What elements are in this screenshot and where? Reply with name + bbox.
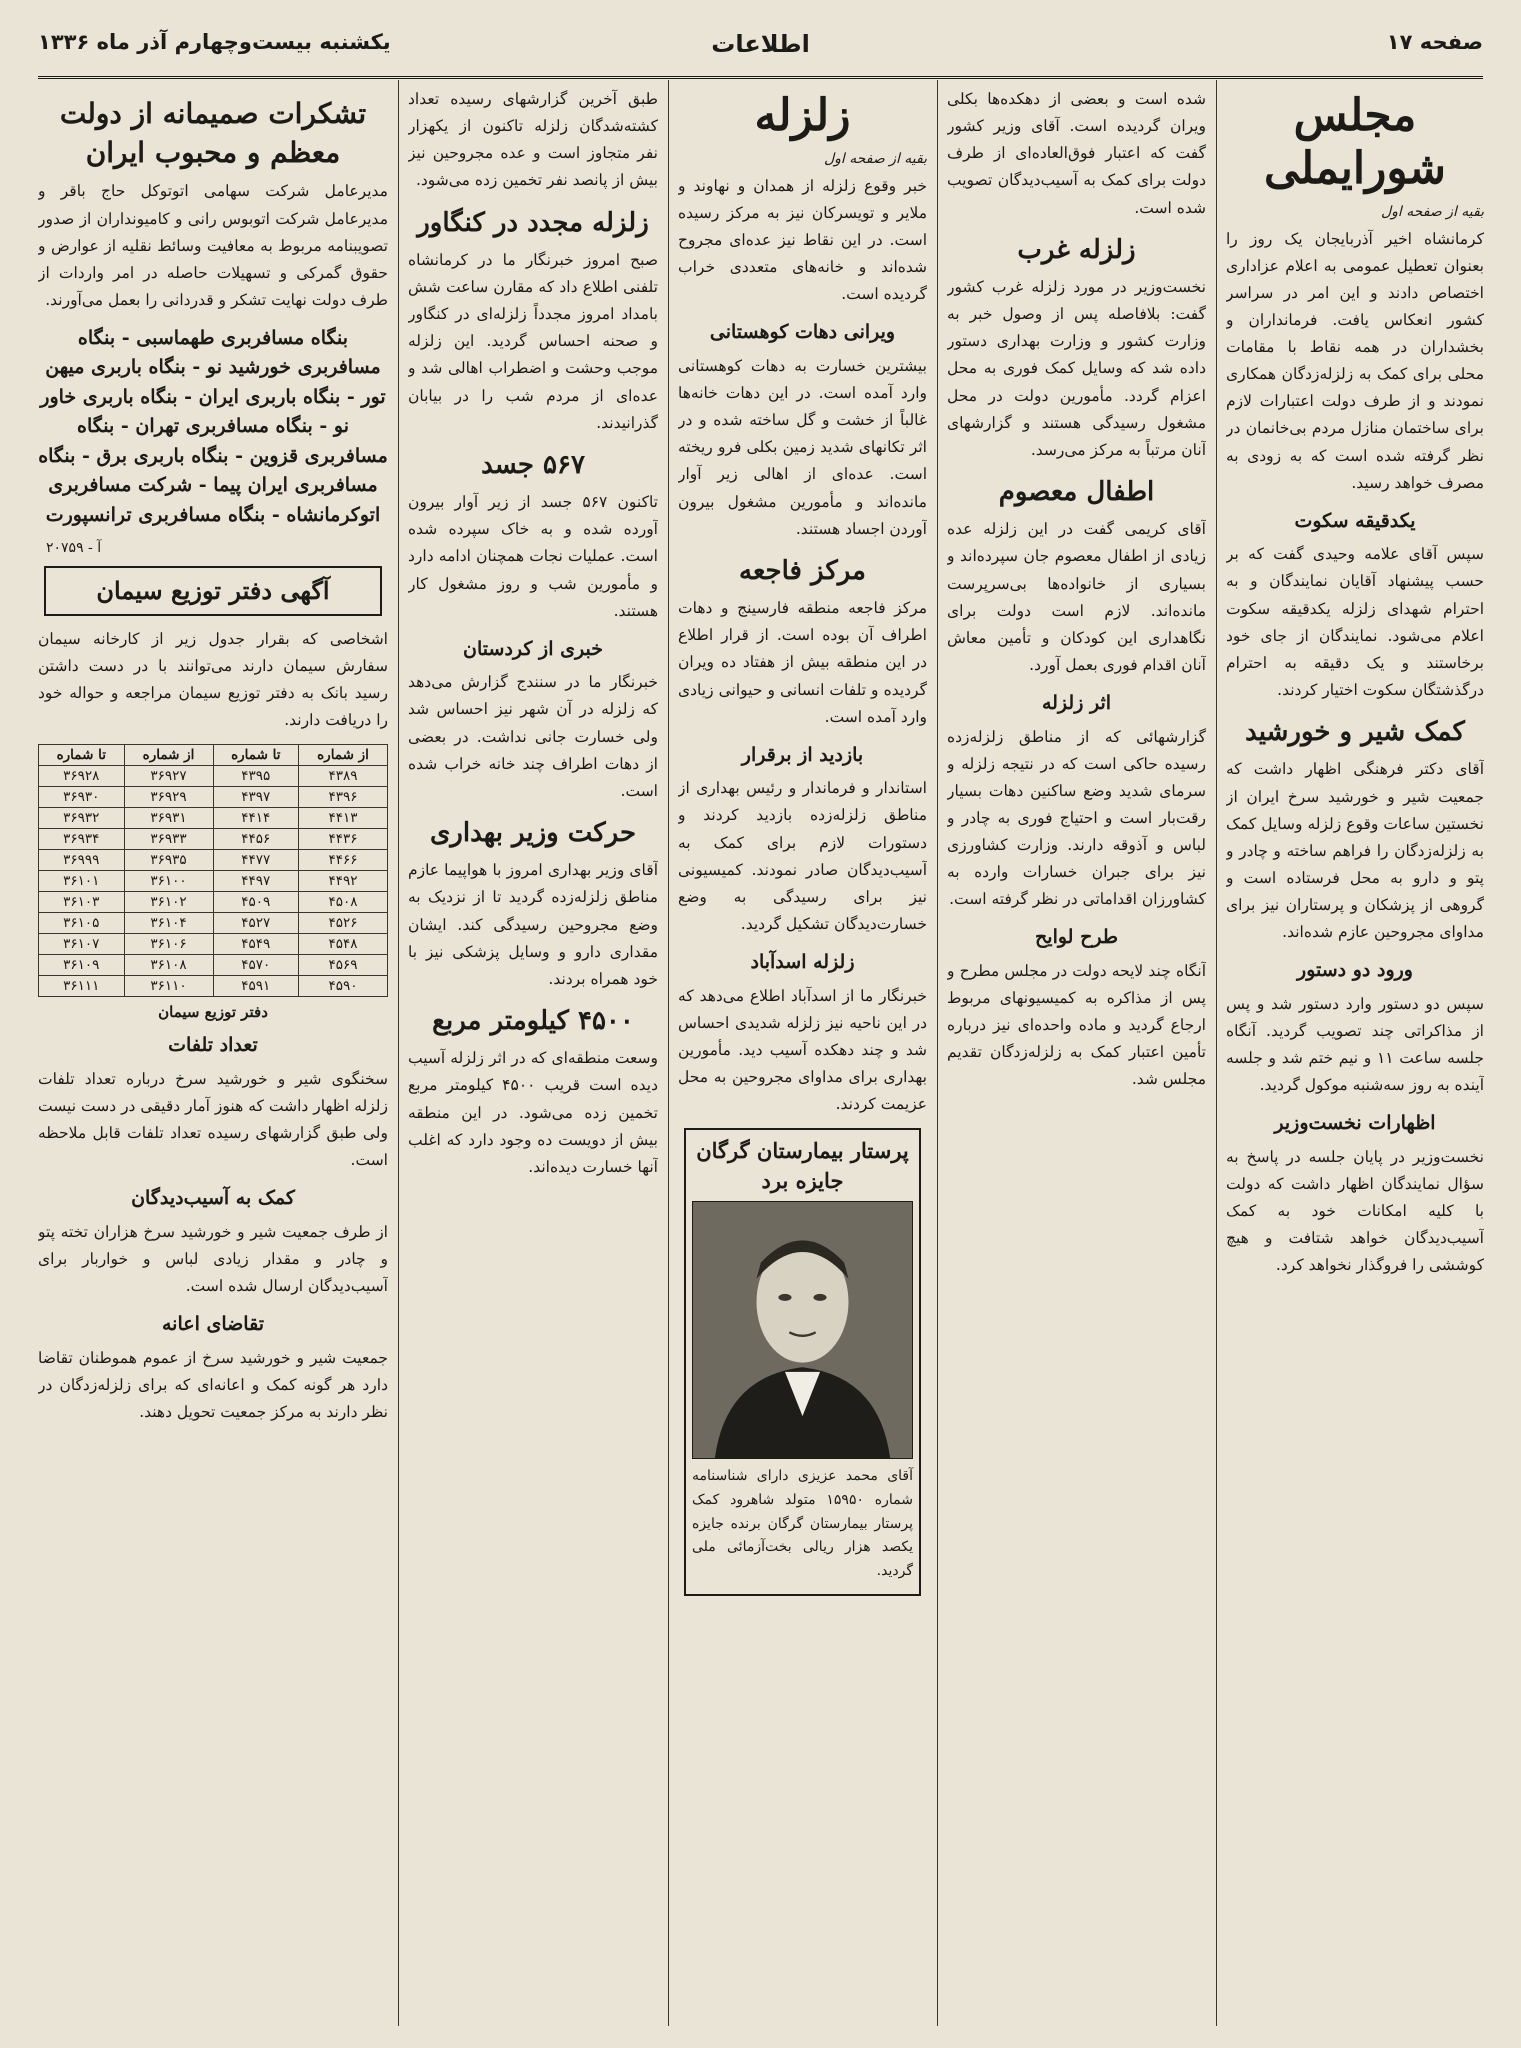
- article-paragraph: استاندار و فرماندار و رئیس بهداری از مناطق زلزله‌زده بازدید کردند و دستورات لازم برای کمک به آسیب‌دیدگان صادر نمودند. کمیسیونی نیز برای رسیدگی به وضع خسارت‌دیدگان تشکیل گردید.: [678, 779, 927, 933]
- section-heading: یکدقیقه سکوت: [1294, 509, 1416, 532]
- column-divider: [1216, 80, 1217, 2026]
- table-header-row: [39, 745, 388, 766]
- table-cell: ۴۳۹۷: [213, 787, 299, 808]
- portrait-image: [693, 1202, 912, 1458]
- table-cell: ۳۶۱۱۰: [124, 976, 213, 997]
- section-heading: حرکت وزیر بهداری: [429, 817, 637, 848]
- table-cell: ۳۶۱۰۷: [39, 934, 125, 955]
- section-heading: اظهارات نخست‌وزیر: [1274, 1112, 1436, 1135]
- table-row: [39, 850, 388, 871]
- table-cell: ۳۶۹۲۷: [124, 766, 213, 787]
- cement-distribution-table: [38, 744, 388, 997]
- column-earthquake-continued: [408, 86, 658, 2026]
- article-paragraph: مرکز فاجعه منطقه فارسینج و دهات اطراف آن بوده است. از قرار اطلاع در این منطقه بیش از هفتاد ده ویران گردیده و تلفات انسانی و حیوانی زیادی وارد آمده است.: [678, 599, 927, 726]
- section-heading: کمک به آسیب‌دیدگان: [131, 1187, 295, 1210]
- table-row: [39, 871, 388, 892]
- table-cell: ۴۵۷۰: [213, 955, 299, 976]
- article-paragraph: سپس دو دستور وارد دستور شد و پس از مذاکراتی چند تصویب گردید. آنگاه جلسه ساعت ۱۱ و نیم ختم شد و جلسه آینده به روز سه‌شنبه موکول گردید.: [1226, 994, 1484, 1095]
- section-heading: خبری از کردستان: [463, 637, 603, 660]
- table-cell: ۴۳۸۹: [299, 766, 388, 787]
- earthquake-headline: زلزله: [754, 90, 851, 141]
- ad-paragraph: مدیرعامل شرکت سهامی اتوتوکل حاج باقر و مدیرعامل شرکت اتوبوس رانی و کامیونداران از صدور تصویبنامه مربوط به معافیت وسائط نقلیه از عوارض و حقوق گمرکی و تسهیلات حاصله در امر واردات از طرف دولت نهایت تشکر و قدردانی را بعمل می‌آورند.: [38, 182, 388, 309]
- paper-name: اطلاعات: [711, 30, 810, 58]
- article-paragraph: آقای وزیر بهداری امروز با هواپیما عازم مناطق زلزله‌زده گردید تا از نزدیک به وضع مجروحین رسیدگی کند. ایشان مقداری دارو و وسایل پزشکی نیز با خود همراه بردند.: [408, 861, 658, 988]
- article-paragraph: کرمانشاه اخیر آذربایجان یک روز را بعنوان تعطیل عمومی به اعلام عزاداری اختصاص دادند و این امر در سراسر کشور انعکاس یافت. فرمانداران و بخشداران در همه نقاط با مقامات محلی برای کمک به زلزله‌زدگان همکاری نمودند و از طرف دولت اعتبارات لازم برای ساختمان منازل مردم بی‌خانمان در نظر گرفته شده است که به زودی به مصرف خواهد رسید.: [1226, 229, 1484, 492]
- column-divider: [398, 80, 399, 2026]
- table-cell: ۳۶۱۰۶: [124, 934, 213, 955]
- column-earthquake: [678, 86, 927, 2026]
- portrait-photo: [692, 1201, 913, 1459]
- article-paragraph: سپس آقای علامه وحیدی گفت که بر حسب پیشنهاد آقایان نمایندگان و به احترام شهدای زلزله یکدقیقه سکوت اعلام می‌شود. نمایندگان از جای خود برخاستند و یک دقیقه به احترام درگذشتگان سکوت اختیار کردند.: [1226, 545, 1484, 699]
- section-heading: طرح لوایح: [1035, 926, 1118, 949]
- table-cell: ۳۶۱۰۱: [39, 871, 125, 892]
- article-paragraph: آقای کریمی گفت در این زلزله عده زیادی از اطفال معصوم جان سپرده‌اند و بسیاری از خانواده‌ها بی‌سرپرست مانده‌اند. لازم است دولت برای نگاهداری این کودکان و تأمین معاش آنان اقدام فوری بعمل آورد.: [947, 520, 1206, 674]
- table-cell: ۴۴۱۳: [299, 808, 388, 829]
- column-divider: [668, 80, 669, 2026]
- ad-code: آ - ۲۰۷۵۹: [46, 540, 102, 557]
- table-cell: ۳۶۹۳۱: [124, 808, 213, 829]
- table-row: [39, 829, 388, 850]
- article-paragraph: آقای دکتر فرهنگی اظهار داشت که جمعیت شیر و خورشید سرخ ایران از نخستین ساعات وقوع زلزله وسایل کمک به زلزله‌زدگان را فراهم ساخته و چادر و پتو و دارو به محل فرستاده است و گروهی از پزشکان و پرستاران نیز برای مداوای مجروحین عازم شده‌اند.: [1226, 760, 1484, 942]
- article-paragraph: وسعت منطقه‌ای که در اثر زلزله آسیب دیده است قریب ۴۵۰۰ کیلومتر مربع تخمین زده می‌شود. در این منطقه بیش از دویست ده وجود دارد که اغلب آنها خسارت دیده‌اند.: [408, 1049, 658, 1176]
- photo-box: [684, 1128, 921, 1596]
- masthead: [38, 14, 1483, 79]
- article-paragraph: خبر وقوع زلزله از همدان و نهاوند و ملایر و تویسرکان نیز به مرکز رسیده است. در این نقاط نیز عده‌ای مجروح شده‌اند و خانه‌های متعددی خراب گردیده است.: [678, 176, 927, 304]
- table-row: [39, 808, 388, 829]
- article-paragraph: آنگاه چند لایحه دولت در مجلس مطرح و پس از مذاکره به کمیسیونهای مربوط ارجاع گردید و ماده واحده‌ای نیز درباره تأمین اعتبار کمک به زلزله‌زدگان تقدیم مجلس شد.: [947, 961, 1206, 1089]
- table-cell: ۴۴۹۷: [213, 871, 299, 892]
- article-paragraph: طبق آخرین گزارشهای رسیده تعداد کشته‌شدگان زلزله تاکنون از یکهزار نفر متجاوز است و عده مجروحین نیز بیش از پانصد نفر تخمین زده می‌شود.: [408, 90, 658, 190]
- section-heading: کمک شیر و خورشید: [1245, 717, 1465, 748]
- table-header-cell: از شماره: [124, 745, 213, 766]
- article-paragraph: جمعیت شیر و خورشید سرخ از عموم هموطنان تقاضا دارد هر گونه کمک و اعانه‌ای که برای زلزله‌زدگان در نظر دارند به مرکز جمعیت تحویل دهند.: [38, 1348, 388, 1421]
- article-paragraph: نخست‌وزیر در پایان جلسه در پاسخ به سؤال نمایندگان اظهار داشت که دولت با کلیه امکانات خود به کمک آسیب‌دیدگان خواهد شتافت و هیچ کوششی را فروگذار نخواهد کرد.: [1226, 1147, 1484, 1275]
- section-heading: تعداد تلفات: [168, 1034, 258, 1057]
- section-heading: اثر زلزله: [1041, 692, 1112, 715]
- article-paragraph: صبح امروز خبرنگار ما در کرمانشاه تلفنی اطلاع داد که مقارن ساعت شش بامداد امروز مجدداً زلزله‌ای در کنگاور و صحنه احساس گردید. این زلزله موجب وحشت و اضطراب اهالی شد و عده‌ای از مردم شب را در بیابان گذرانیدند.: [408, 250, 658, 432]
- section-heading: ویرانی دهات کوهستانی: [709, 321, 896, 344]
- cement-ad-title: آگهی دفتر توزیع سیمان: [44, 566, 382, 616]
- table-cell: ۴۴۶۶: [299, 850, 388, 871]
- section-heading: اطفال معصوم: [998, 476, 1155, 507]
- table-cell: ۳۶۹۳۲: [39, 808, 125, 829]
- table-header-cell: تا شماره: [213, 745, 299, 766]
- table-cell: ۴۵۹۱: [213, 976, 299, 997]
- page-number: صفحه ۱۷: [1386, 30, 1483, 54]
- table-cell: ۳۶۹۳۳: [124, 829, 213, 850]
- continued-note: بقیه از صفحه اول: [1380, 203, 1484, 220]
- table-cell: ۴۵۲۶: [299, 913, 388, 934]
- table-cell: ۴۵۲۷: [213, 913, 299, 934]
- table-cell: ۴۴۵۶: [213, 829, 299, 850]
- table-cell: ۴۵۶۹: [299, 955, 388, 976]
- section-heading: تقاضای اعانه: [162, 1313, 264, 1336]
- table-cell: ۳۶۱۰۸: [124, 955, 213, 976]
- article-paragraph: بیشترین خسارت به دهات کوهستانی وارد آمده است. در این دهات خانه‌ها غالباً از خشت و گل ساخته شده و در اثر تکانهای شدید زمین بکلی فرو ریخته است. عده‌ای از اهالی زیر آوار مانده‌اند و مأمورین مشغول بیرون آوردن اجساد هستند.: [678, 356, 927, 538]
- table-cell: ۳۶۱۰۰: [124, 871, 213, 892]
- article-paragraph: خبرنگار ما از اسدآباد اطلاع می‌دهد که در این ناحیه نیز زلزله شدیدی احساس شد و چند دهکده آسیب دید. مأمورین بهداری برای مداوای مجروحین به محل عزیمت کردند.: [678, 986, 927, 1114]
- continued-note: بقیه از صفحه اول: [823, 150, 927, 167]
- article-paragraph: از طرف جمعیت شیر و خورشید سرخ هزاران تخته پتو و چادر و مقدار زیادی لباس و خواربار برای آسیب‌دیدگان ارسال شده است.: [38, 1222, 388, 1295]
- table-cell: ۳۶۹۲۹: [124, 787, 213, 808]
- issue-date: یکشنبه بیست‌وچهارم آذر ماه ۱۳۳۶: [38, 30, 391, 54]
- photo-title: پرستار بیمارستان گرگان جایزه برد: [696, 1138, 909, 1193]
- table-cell: ۳۶۹۳۴: [39, 829, 125, 850]
- table-cell: ۳۶۹۹۹: [39, 850, 125, 871]
- table-cell: ۴۳۹۵: [213, 766, 299, 787]
- column-divider: [937, 80, 938, 2026]
- table-cell: ۳۶۱۰۹: [39, 955, 125, 976]
- ad-paragraph: اشخاصی که بقرار جدول زیر از کارخانه سیمان سفارش سیمان دارند می‌توانند با در دست داشتن رسید بانک به دفتر توزیع سیمان مراجعه و حواله خود را دریافت دارند.: [38, 629, 388, 730]
- table-row: [39, 766, 388, 787]
- table-row: [39, 955, 388, 976]
- table-row: [39, 787, 388, 808]
- table-cell: ۳۶۹۳۰: [39, 787, 125, 808]
- article-paragraph: گزارشهائی که از مناطق زلزله‌زده رسیده حاکی است که در نتیجه زلزله و سرمای شدید وضع ساکنین دهات بسیار رقت‌بار است و احتیاج فوری به چادر و لباس و آذوقه دارند. وزارت کشاورزی نیز برای جبران خسارات وارده به کشاورزان اقداماتی در نظر گرفته است.: [947, 727, 1206, 909]
- company-list: بنگاه مسافربری طهماسبی - بنگاه مسافربری خورشید نو - بنگاه باربری میهن تور - بنگاه باربری ایران - بنگاه باربری خاور نو - بنگاه مسافربری تهران - بنگاه مسافربری قزوین - بنگاه باربری برق - بنگاه مسافربری ایران پیما - شرکت مسافربری اتوکرمانشاه - بنگاه مسافربری ترانسپورت: [38, 327, 388, 526]
- table-cell: ۳۶۹۳۵: [124, 850, 213, 871]
- section-heading: مرکز فاجعه: [739, 555, 866, 586]
- section-heading: ورود دو دستور: [1297, 959, 1413, 982]
- table-cell: ۳۶۹۲۸: [39, 766, 125, 787]
- table-header-cell: از شماره: [299, 745, 388, 766]
- table-row: [39, 976, 388, 997]
- table-cell: ۴۴۳۶: [299, 829, 388, 850]
- table-cell: ۴۳۹۶: [299, 787, 388, 808]
- table-row: [39, 913, 388, 934]
- table-cell: ۴۵۰۸: [299, 892, 388, 913]
- table-cell: ۴۴۹۲: [299, 871, 388, 892]
- table-cell: ۴۵۰۹: [213, 892, 299, 913]
- section-heading: زلزله مجدد در کنگاور: [417, 207, 649, 238]
- table-cell: ۴۵۹۰: [299, 976, 388, 997]
- column-parliament: [1226, 86, 1484, 2026]
- table-body: [39, 766, 388, 997]
- article-paragraph: تاکنون ۵۶۷ جسد از زیر آوار بیرون آورده شده و به خاک سپرده شده است. عملیات نجات همچنان ادامه دارد و مأمورین شب و روز مشغول کار هستند.: [408, 493, 658, 620]
- section-heading: بازدید از برقرار: [741, 743, 864, 766]
- article-paragraph: سخنگوی شیر و خورشید سرخ درباره تعداد تلفات زلزله اظهار داشت که هنوز آمار دقیقی در دست نیست ولی طبق گزارشهای رسیده تعداد تلفات قابل ملاحظه است.: [38, 1069, 388, 1170]
- table-cell: ۴۴۷۷: [213, 850, 299, 871]
- photo-caption: آقای محمد عزیزی دارای شناسنامه شماره ۱۵۹۵۰ متولد شاهرود کمک پرستار بیمارستان گرگان برنده جایزه یکصد هزار ریالی بخت‌آزمائی ملی گردید.: [692, 1467, 913, 1580]
- section-heading: زلزله غرب: [1017, 234, 1136, 265]
- thanks-headline: تشکرات صمیمانه از دولت معظم و محبوب ایران: [59, 97, 367, 170]
- table-cell: ۳۶۱۰۵: [39, 913, 125, 934]
- table-cell: ۴۴۱۴: [213, 808, 299, 829]
- ad-signature: دفتر توزیع سیمان: [158, 1003, 268, 1022]
- table-cell: ۳۶۱۱۱: [39, 976, 125, 997]
- article-paragraph: نخست‌وزیر در مورد زلزله غرب کشور گفت: بلافاصله پس از وصول خبر به وزارت کشور و وزارت بهداری دستور داده شد که وسایل کمک فوری به محل اعزام گردد. مأمورین دولت در محل مشغول رسیدگی هستند و گزارشهای آنان مرتباً به مرکز می‌رسد.: [947, 278, 1206, 459]
- column-ads: [38, 86, 388, 2026]
- table-header-cell: تا شماره: [39, 745, 125, 766]
- section-heading: ۴۵۰۰ کیلومتر مربع: [432, 1005, 634, 1036]
- table-row: [39, 892, 388, 913]
- table-cell: ۴۵۴۸: [299, 934, 388, 955]
- table-cell: ۳۶۱۰۳: [39, 892, 125, 913]
- article-paragraph: خبرنگار ما در سنندج گزارش می‌دهد که زلزله در آن شهر نیز احساس شد ولی خسارت جانی نداشت. در بعضی از دهات اطراف چند خانه خراب شده است.: [408, 673, 658, 800]
- table-row: [39, 934, 388, 955]
- table-cell: ۴۵۴۹: [213, 934, 299, 955]
- table-cell: ۳۶۱۰۲: [124, 892, 213, 913]
- column-parliament-continued: [947, 86, 1206, 2026]
- table-cell: ۳۶۱۰۴: [124, 913, 213, 934]
- section-heading: زلزله اسدآباد: [750, 951, 855, 974]
- section-heading: ۵۶۷ جسد: [481, 449, 585, 480]
- parliament-headline: مجلس شورایملی: [1264, 90, 1446, 194]
- article-paragraph: شده است و بعضی از دهکده‌ها بکلی ویران گردیده است. آقای وزیر کشور گفت که اعتبار فوق‌العاده‌ای از طرف دولت برای کمک به آسیب‌دیدگان تصویب شده است.: [947, 90, 1206, 217]
